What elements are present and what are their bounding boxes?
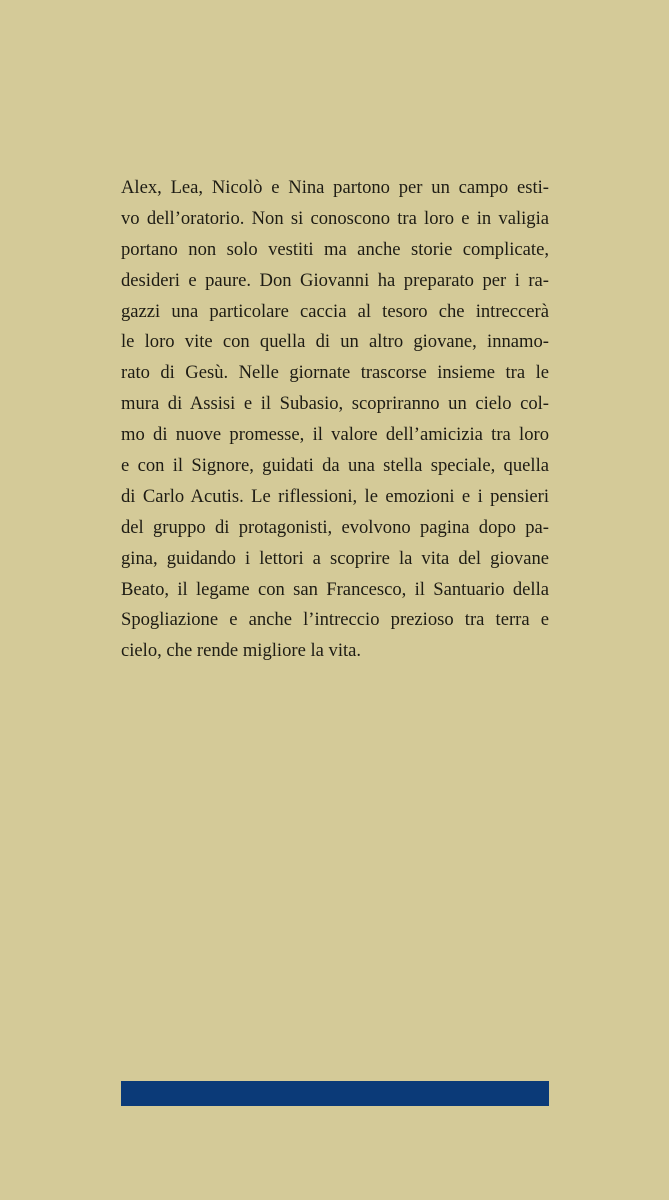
synopsis-line: Beato, il legame con san Francesco, il Santuario della — [121, 578, 549, 600]
synopsis-line: del gruppo di protagonisti, evolvono pagina dopo pa- — [121, 516, 549, 538]
synopsis-line: Alex, Lea, Nicolò e Nina partono per un campo esti- — [121, 177, 549, 198]
synopsis-line: Spogliazione e anche l’intreccio prezioso tra terra e — [121, 609, 549, 631]
synopsis-line: gina, guidando i lettori a scoprire la vita del giovane — [121, 547, 549, 569]
synopsis-line: di Carlo Acutis. Le riflessioni, le emozioni e i pensieri — [121, 485, 549, 507]
synopsis-line: le loro vite con quella di un altro giovane, innamo- — [121, 331, 549, 353]
synopsis-line: vo dell’oratorio. Non si conoscono tra loro e in valigia — [121, 207, 549, 229]
synopsis-line: rato di Gesù. Nelle giornate trascorse insieme tra le — [121, 362, 549, 384]
synopsis-line: mo di nuove promesse, il valore dell’amicizia tra loro — [121, 424, 549, 446]
synopsis-line: mura di Assisi e il Subasio, scopriranno un cielo col- — [121, 393, 549, 415]
synopsis-line: portano non solo vestiti ma anche storie complicate, — [121, 238, 549, 260]
synopsis-line: e con il Signore, guidati da una stella speciale, quella — [121, 455, 549, 477]
synopsis-line: gazzi una particolare caccia al tesoro che intreccerà — [121, 300, 549, 322]
synopsis-line: cielo, che rende migliore la vita. — [121, 640, 362, 662]
blue-band — [121, 1081, 549, 1106]
synopsis-line: desideri e paure. Don Giovanni ha preparato per i ra- — [121, 269, 549, 291]
synopsis-text — [121, 173, 549, 667]
